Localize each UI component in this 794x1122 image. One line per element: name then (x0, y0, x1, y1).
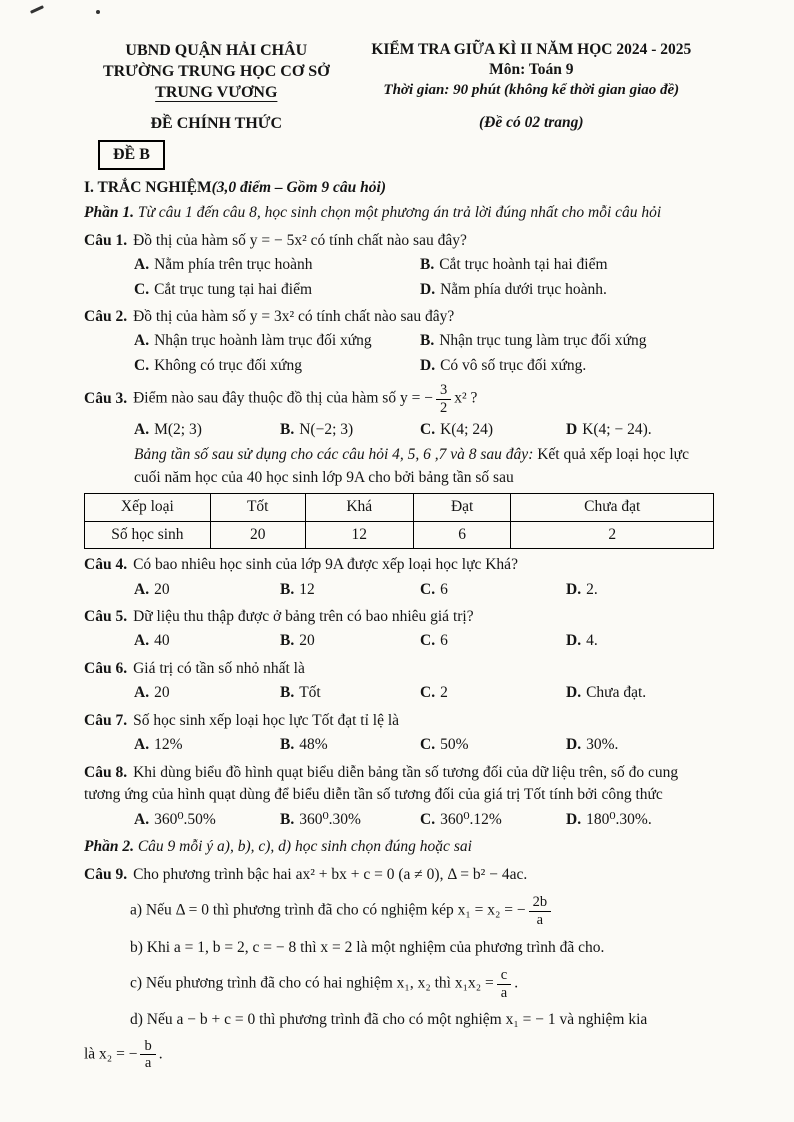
value-cell: 2 (511, 521, 714, 548)
option-b (420, 330, 714, 352)
option-d (420, 279, 714, 301)
table-intro-line (84, 444, 714, 489)
option-text: Nhận trục tung làm trục đối xứng (439, 332, 647, 350)
question-text: Giá trị có tần số nhỏ nhất là (133, 659, 305, 677)
option-letter: A. (134, 632, 150, 650)
option-letter: C. (420, 580, 436, 598)
option-letter: B. (280, 580, 295, 598)
question-text: Đồ thị của hàm số y = 3x² có tính chất nào sau đây? (133, 307, 455, 325)
option-text: N(−2; 3) (299, 420, 354, 438)
option-a (134, 809, 280, 831)
option-text: Có vô số trục đối xứng. (440, 356, 587, 374)
option-d (566, 734, 714, 756)
row-label-cell: Số học sinh (85, 521, 211, 548)
option-text: 6 (440, 632, 448, 650)
question-text: Đồ thị của hàm số y = − 5x² có tính chất nào sau đây? (133, 231, 467, 249)
q9-b-text: b) Khi a = 1, b = 2, c = − 8 thì x = 2 là một nghiệm của phương trình đã cho. (130, 938, 605, 956)
option-letter: B. (420, 332, 435, 350)
option-d (420, 355, 714, 377)
question-text: Điểm nào sau đây thuộc đồ thị của hàm số y = − (133, 390, 433, 408)
table-header-row (85, 494, 714, 521)
option-letter: C. (420, 632, 436, 650)
question-label: Câu 5. (84, 608, 128, 625)
frequency-table (84, 493, 714, 549)
header-cell-chuadat: Chưa đạt (511, 494, 714, 521)
option-text: 2 (440, 684, 448, 702)
question-6 (84, 658, 714, 705)
option-letter: B. (280, 420, 295, 438)
exam-code: ĐỀ B (113, 146, 150, 164)
scan-artifact (30, 5, 44, 14)
option-letter: B. (280, 736, 295, 754)
question-6-options (84, 682, 714, 704)
option-c (134, 279, 420, 301)
option-d (566, 809, 714, 831)
fraction (140, 1038, 155, 1072)
option-letter: D. (566, 736, 582, 754)
header-cell-category: Xếp loại (85, 494, 211, 521)
authority-line: UBND QUẬN HẢI CHÂU (125, 42, 308, 59)
exam-code-box (98, 140, 165, 169)
q9-item-c (84, 967, 714, 1001)
option-c (420, 809, 566, 831)
section-title-line (84, 177, 714, 199)
option-text: Không có trục đối xứng (154, 356, 302, 374)
option-text: 40 (154, 632, 170, 650)
question-text: Dữ liệu thu thập được ở bảng trên có bao nhiêu giá trị? (133, 608, 474, 625)
option-letter: D (566, 420, 578, 438)
option-d (566, 579, 714, 601)
option-b (280, 682, 420, 704)
scan-artifact (96, 10, 100, 14)
q9-d2-text: là x₂ = − (84, 1045, 138, 1063)
question-5-options (84, 630, 714, 652)
question-text: Số học sinh xếp loại học lực Tốt đạt tỉ lệ là (133, 711, 400, 729)
option-letter: C. (420, 736, 436, 754)
option-c (420, 630, 566, 652)
question-7-options (84, 734, 714, 756)
question-text: Khi dùng biểu đồ hình quạt biểu diễn bảng tần số tương đối của dữ liệu trên, số đo cung tương ứng của hình quạt dùng để biểu diễn tần số tương đối của giá trị Tốt tính bởi công thức (84, 763, 679, 804)
option-letter: A. (134, 810, 150, 828)
q9-item-b (84, 937, 714, 959)
option-b (280, 419, 420, 441)
school-name: TRUNG VƯƠNG (155, 84, 278, 102)
question-text-after: x² ? (454, 390, 478, 408)
question-text: Có bao nhiêu học sinh của lớp 9A được xếp loại học lực Khá? (133, 556, 518, 574)
option-text: Chưa đạt. (586, 684, 647, 702)
option-c (420, 419, 566, 441)
fraction (529, 894, 552, 928)
question-label: Câu 7. (84, 711, 128, 729)
part1-label: Phần 1. (84, 204, 134, 222)
option-text: Cắt trục hoành tại hai điểm (439, 256, 608, 274)
option-letter: C. (420, 420, 436, 438)
section-title: I. TRẮC NGHIỆM (84, 178, 212, 196)
option-text: K(4; 24) (440, 420, 494, 438)
question-label: Câu 3. (84, 390, 128, 408)
fraction-denominator: a (500, 984, 508, 1001)
option-a (134, 630, 280, 652)
question-label: Câu 9. (84, 865, 128, 883)
table-intro-italic: Bảng tần số sau sử dụng cho các câu hỏi 4, 5, 6 ,7 và 8 sau đây: (134, 446, 534, 464)
option-b (280, 809, 420, 831)
part2-label: Phần 2. (84, 838, 134, 856)
header-cell-kha: Khá (305, 494, 413, 521)
option-letter: C. (134, 280, 150, 298)
official-exam-label: ĐỀ CHÍNH THỨC (150, 115, 283, 133)
q9-item-d-line2 (84, 1038, 714, 1072)
option-a (134, 734, 280, 756)
option-a (134, 579, 280, 601)
question-3 (84, 382, 714, 441)
question-2 (84, 306, 714, 377)
option-letter: B. (420, 256, 435, 274)
option-d (566, 682, 714, 704)
option-text: 4. (586, 632, 598, 650)
question-2-options (84, 330, 714, 377)
option-text: 12 (299, 580, 315, 598)
exam-header (84, 40, 714, 103)
q9-c-after: . (514, 974, 519, 992)
exam-subject: Môn: Toán 9 (489, 61, 574, 79)
question-4-options (84, 579, 714, 601)
option-text: M(2; 3) (154, 420, 202, 438)
option-letter: B. (280, 632, 295, 650)
option-text: 30%. (586, 736, 619, 754)
option-b (280, 734, 420, 756)
option-letter: A. (134, 580, 150, 598)
option-letter: A. (134, 332, 150, 350)
option-letter: B. (280, 810, 295, 828)
fraction-numerator: 2b (529, 894, 552, 912)
option-text: 180⁰.30%. (586, 810, 652, 828)
value-cell: 6 (413, 521, 511, 548)
question-9 (84, 864, 714, 1072)
section-note: (3,0 điểm – Gồm 9 câu hỏi) (211, 178, 386, 196)
part1-line (84, 202, 714, 224)
question-text-line (84, 382, 714, 416)
option-letter: A. (134, 736, 150, 754)
option-b (420, 254, 714, 276)
option-a (134, 682, 280, 704)
option-text: K(4; − 24). (582, 420, 652, 438)
option-letter: C. (420, 684, 436, 702)
issuing-authority-block (84, 40, 349, 103)
fraction-numerator: b (140, 1038, 155, 1056)
question-8-options (84, 809, 714, 831)
option-letter: C. (420, 810, 436, 828)
part1-text: Từ câu 1 đến câu 8, học sinh chọn một phương án trả lời đúng nhất cho mỗi câu hỏi (137, 204, 662, 222)
option-b (280, 579, 420, 601)
option-text: Nằm phía trên trục hoành (154, 256, 313, 274)
option-text: 48% (299, 736, 328, 754)
q9-item-d (84, 1009, 714, 1031)
question-label: Câu 6. (84, 659, 128, 677)
option-text: 20 (154, 580, 170, 598)
option-letter: D. (566, 580, 582, 598)
part2-line (84, 836, 714, 858)
option-letter: C. (134, 356, 150, 374)
question-3-options (84, 419, 714, 441)
option-letter: A. (134, 684, 150, 702)
fraction-denominator: 2 (439, 400, 448, 417)
option-text: 20 (154, 684, 170, 702)
exam-title: KIỂM TRA GIỮA KÌ II NĂM HỌC 2024 - 2025 (371, 41, 692, 58)
q9-d-after: . (158, 1045, 163, 1063)
question-label: Câu 1. (84, 231, 128, 249)
option-d (566, 419, 714, 441)
option-text: Tốt (299, 684, 321, 702)
option-text: 360⁰.12% (440, 810, 502, 828)
question-label: Câu 2. (84, 307, 128, 325)
option-text: 50% (440, 736, 469, 754)
option-text: 6 (440, 580, 448, 598)
question-8 (84, 762, 714, 831)
question-label: Câu 8. (84, 763, 128, 781)
fraction-numerator: 3 (436, 382, 451, 400)
header-cell-tot: Tốt (210, 494, 305, 521)
option-text: 12% (154, 736, 183, 754)
question-1-options (84, 254, 714, 301)
option-letter: A. (134, 256, 150, 274)
question-4 (84, 554, 714, 601)
option-letter: D. (566, 810, 582, 828)
pages-note: (Đề có 02 trang) (478, 114, 584, 132)
question-text: Cho phương trình bậc hai ax² + bx + c = 0 (a ≠ 0), Δ = b² − 4ac. (133, 865, 528, 883)
question-5 (84, 606, 714, 653)
option-c (420, 682, 566, 704)
fraction-denominator: a (144, 1055, 152, 1072)
option-b (280, 630, 420, 652)
option-c (134, 355, 420, 377)
question-7 (84, 710, 714, 757)
option-c (420, 579, 566, 601)
option-a (134, 254, 420, 276)
option-letter: B. (280, 684, 295, 702)
question-1 (84, 230, 714, 301)
option-a (134, 419, 280, 441)
option-c (420, 734, 566, 756)
question-label: Câu 4. (84, 556, 128, 574)
option-d (566, 630, 714, 652)
q9-a-text: a) Nếu Δ = 0 thì phương trình đã cho có nghiệm kép x₁ = x₂ = − (130, 901, 526, 919)
exam-title-block (349, 40, 714, 103)
part2-text: Câu 9 mỗi ý a), b), c), d) học sinh chọn đúng hoặc sai (137, 838, 472, 856)
option-text: Cắt trục tung tại hai điểm (154, 280, 313, 298)
option-text: 360⁰.50% (154, 810, 216, 828)
q9-d-text: d) Nếu a − b + c = 0 thì phương trình đã cho có một nghiệm x₁ = − 1 và nghiệm kia (130, 1011, 648, 1029)
value-cell: 12 (305, 521, 413, 548)
option-letter: A. (134, 420, 150, 438)
option-letter: D. (420, 356, 436, 374)
fraction-numerator: c (497, 967, 511, 985)
header-row-2 (84, 113, 714, 134)
option-letter: D. (566, 684, 582, 702)
school-type-line: TRƯỜNG TRUNG HỌC CƠ SỞ (102, 63, 330, 81)
option-text: 360⁰.30% (299, 810, 361, 828)
header-cell-dat: Đạt (413, 494, 511, 521)
table-intro-rest: Kết quả xếp loại học lực cuối năm học của 40 học sinh lớp 9A cho bởi bảng tần số sau (134, 446, 689, 486)
fraction (436, 382, 451, 416)
q9-c-text: c) Nếu phương trình đã cho có hai nghiệm x₁, x₂ thì x₁x₂ = (130, 974, 494, 992)
option-letter: D. (566, 632, 582, 650)
option-a (134, 330, 420, 352)
option-text: Nhận trục hoành làm trục đối xứng (154, 332, 372, 350)
value-cell: 20 (210, 521, 305, 548)
q9-item-a (84, 894, 714, 928)
option-text: 20 (299, 632, 315, 650)
table-data-row (85, 521, 714, 548)
option-text: 2. (586, 580, 598, 598)
option-text: Nằm phía dưới trục hoành. (440, 280, 607, 298)
fraction-denominator: a (536, 911, 544, 928)
option-letter: D. (420, 280, 436, 298)
exam-duration: Thời gian: 90 phút (không kể thời gian giao đề) (383, 81, 680, 98)
fraction (497, 967, 511, 1001)
